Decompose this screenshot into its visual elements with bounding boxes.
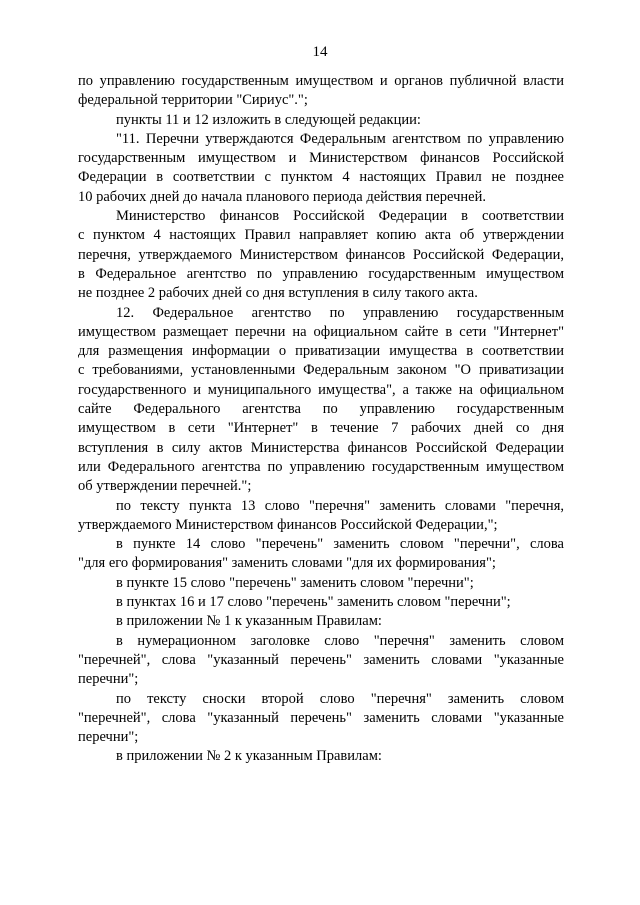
- text-line: "перечней", слова "указанный перечень" заменить словами "указанные: [78, 651, 564, 668]
- text-line: с требованиями, установленными Федеральным законом "О приватизации: [78, 362, 564, 379]
- text-line: в нумерационном заголовке слово "перечня" заменить словом: [116, 632, 564, 649]
- paragraph: [78, 497, 564, 536]
- text-line: федеральной территории "Сириус".";: [78, 92, 308, 109]
- document-body: [78, 72, 564, 767]
- text-line: 12. Федеральное агентство по управлению государственным: [116, 304, 564, 321]
- text-line: перечни";: [78, 729, 139, 746]
- text-line: по тексту сноски второй слово "перечня" заменить словом: [116, 690, 564, 707]
- page-number: 14: [312, 44, 328, 60]
- text-line: Министерство финансов Российской Федерации в соответствии: [116, 208, 564, 225]
- text-line: "для его формирования" заменить словами "для их формирования";: [78, 555, 496, 572]
- paragraph: [78, 72, 564, 111]
- text-line: не позднее 2 рабочих дней со дня вступления в силу такого акта.: [78, 285, 478, 302]
- text-line: или Федерального агентства по управлению государственным имуществом: [78, 458, 564, 475]
- text-line: об утверждении перечней.";: [78, 478, 252, 495]
- text-line: пункты 11 и 12 изложить в следующей редакции:: [116, 111, 421, 128]
- text-line: с пунктом 4 настоящих Правил направляет копию акта об утверждении: [78, 227, 564, 244]
- paragraph: [78, 690, 564, 748]
- paragraph: [78, 130, 564, 207]
- paragraph: [78, 747, 564, 766]
- paragraph: [78, 612, 564, 631]
- text-line: в Федеральное агентство по управлению государственным имуществом: [78, 265, 564, 282]
- paragraph: [78, 304, 564, 497]
- text-line: перечни";: [78, 671, 139, 688]
- text-line: для размещения информации о приватизации имущества в соответствии: [78, 343, 564, 360]
- text-line: "11. Перечни утверждаются Федеральным агентством по управлению: [116, 130, 564, 147]
- text-line: 10 рабочих дней до начала планового периода действия перечней.: [78, 188, 486, 205]
- paragraph: [78, 111, 564, 130]
- text-line: имуществом размещает перечни на официальном сайте в сети "Интернет": [78, 323, 564, 340]
- text-line: по тексту пункта 13 слово "перечня" заменить словами "перечня,: [116, 497, 564, 514]
- text-line: перечня, утверждаемого Министерством финансов Российской Федерации,: [78, 246, 564, 263]
- text-line: государственным имуществом и Министерством финансов Российской: [78, 150, 564, 167]
- paragraph: [78, 593, 564, 612]
- text-line: имуществом в сети "Интернет" в течение 7 рабочих дней со дня: [78, 420, 564, 437]
- text-line: утверждаемого Министерством финансов Российской Федерации,";: [78, 516, 498, 533]
- text-line: сайте Федерального агентства по управлению государственным: [78, 401, 564, 418]
- paragraph: [78, 632, 564, 690]
- text-line: государственного и муниципального имущества", а также на официальном: [78, 381, 564, 398]
- text-line: "перечней", слова "указанный перечень" заменить словами "указанные: [78, 709, 564, 726]
- text-line: в пунктах 16 и 17 слово "перечень" заменить словом "перечни";: [116, 594, 511, 611]
- text-line: вступления в силу актов Министерства финансов Российской Федерации: [78, 439, 564, 456]
- text-line: по управлению государственным имуществом и органов публичной власти: [78, 73, 564, 89]
- paragraph: [78, 535, 564, 574]
- text-line: в пункте 15 слово "перечень" заменить словом "перечни";: [116, 574, 474, 591]
- paragraph: [78, 574, 564, 593]
- text-line: в пункте 14 слово "перечень" заменить словом "перечни", слова: [116, 536, 564, 553]
- paragraph: [78, 207, 564, 303]
- text-line: в приложении № 2 к указанным Правилам:: [116, 748, 382, 765]
- text-line: Федерации в соответствии с пунктом 4 настоящих Правил не позднее: [78, 169, 564, 186]
- text-line: в приложении № 1 к указанным Правилам:: [116, 613, 382, 630]
